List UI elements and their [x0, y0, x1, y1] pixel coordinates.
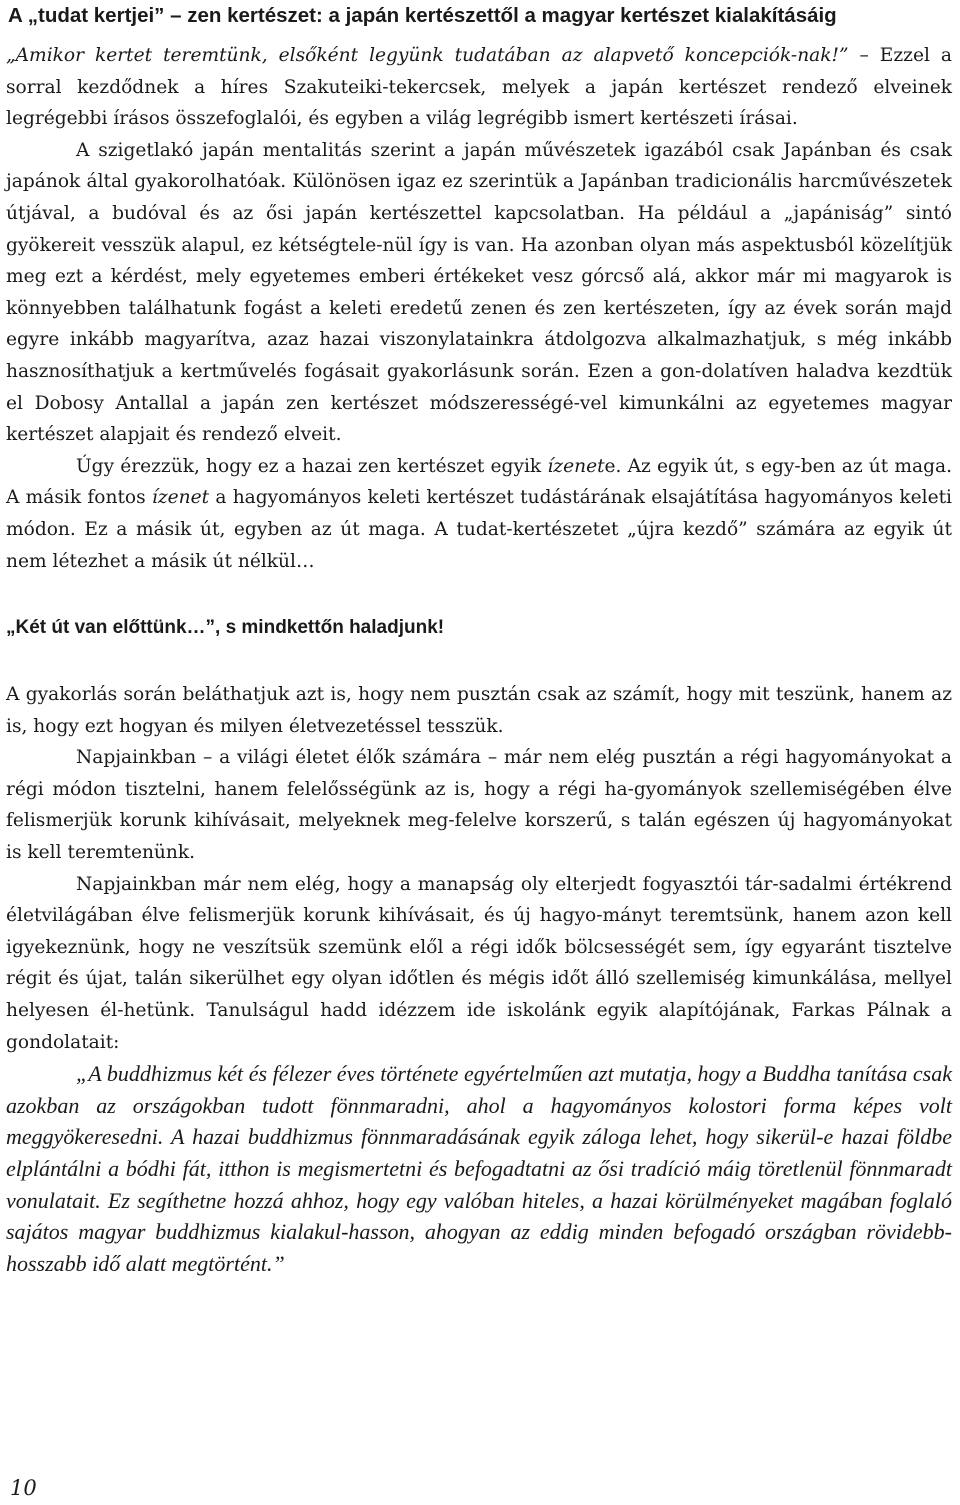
section-body: [6, 679, 952, 1279]
block-quote: [6, 1058, 952, 1279]
p3-emphasis-1: ízenet: [547, 455, 605, 477]
section-paragraph-2: Napjainkban – a világi életet élők számára – már nem elég pusztán a régi hagyományokat a régi módon tisztelni, hanem felelősségünk az is, hogy a régi ha-gyományok szellemiségében élve felismerjük korunk kihívásait, melyeknek meg-felelve korszerű, s talán egészen új hagyományokat is kell teremtenünk.: [6, 747, 952, 864]
intro-paragraph-3: [6, 451, 952, 577]
p3-text-b: e. Az egyik út, s egy-ben az út maga. A másik fontos: [6, 455, 952, 509]
page-header: A „tudat kertjei” – zen kertészet: a japán kertészettől a magyar kertészet kialakításáig: [8, 4, 837, 27]
intro-paragraph-1: [6, 40, 952, 135]
section-paragraph-1: A gyakorlás során beláthatjuk azt is, hogy nem pusztán csak az számít, hogy mit teszünk, hanem az is, hogy ezt hogyan és milyen életvezetéssel tesszük.: [6, 684, 952, 737]
block-quote-text: „A buddhizmus két és félezer éves története egyértelműen azt mutatja, hogy a Buddha tanítása csak azokban az országokban tudott fönnmaradni, ahol a hagyományos kolostori forma képes volt meggyökeresedni. A hazai buddhizmus fönnmaradásának egyik záloga lehet, hogy sikerül-e hazai földbe elplántálni a bódhi fát, itthon is megismertetni és befogadtatni az ősi tradíció máig töretlenül fönnmaradt vonulatait. Ez segíthetne hozzá ahhoz, hogy egy valóban hiteles, a hazai körülményeket magában foglaló sajátos magyar buddhizmus kialakul-hasson, ahogyan az eddig minden befogadó országban rövidebb-hosszabb idő alatt megtörtént.”: [6, 1061, 952, 1276]
p3-emphasis-2: ízenet: [151, 487, 210, 509]
intro-paragraph-1-text: – Ezzel a sorral kezdődnek a híres Szakuteiki-tekercsek, melyek a japán kertészet rendező elveinek legrégebbi írásos összefoglalói, és egyben a világ legrégibb ismert kertészeti írásai.: [6, 45, 953, 130]
page-number: 10: [10, 1476, 37, 1500]
p3-text-c: a hagyományos keleti kertészet tudástárának elsajátítása hagyományos keleti módon. Ez a másik út, egyben az út maga. A tudat-kertészetet „újra kezdő” számára az egyik út nem létezhet a másik út nélkül…: [6, 487, 952, 572]
section-heading: „Két út van előttünk…”, s mindkettőn haladjunk!: [6, 617, 445, 639]
section-paragraph-3: Napjainkban már nem elég, hogy a manapság oly elterjedt fogyasztói tár-sadalmi értékrend életvilágában élve felismerjük korunk kihívásait, és új hagyo-mányt teremtsünk, hanem azon kell igyekeznünk, hogy ne veszítsük szemünk elől a régi idők bölcsességét sem, így egyaránt tisztelve régit és újat, talán sikerülhet egy olyan időtlen és mégis időt álló szellemiség kimunkálása, mellyel helyesen él-hetünk. Tanulságul hadd idézzem ide iskolánk egyik alapítójának, Farkas Pálnak a gondolatait:: [6, 873, 952, 1053]
p3-text-a: Úgy érezzük, hogy ez a hazai zen kertészet egyik: [76, 455, 548, 477]
opening-quote: „Amikor kertet teremtünk, elsőként legyünk tudatában az alapvető koncepciók-nak!”: [6, 45, 849, 66]
intro-paragraph-2: A szigetlakó japán mentalitás szerint a japán művészetek igazából csak Japánban és csak japánok által gyakorolhatóak. Különösen igaz ez szerintük a Japánban tradicionális harcművészetek útjával, a budóval és az ősi japán kertészettel kapcsolatban. Ha például a „japániság” sintó gyökereit vesszük alapul, ez kétségtele-nül így is van. Ha azonban olyan más aspektusból közelítjük meg ezt a kérdést, mely egyetemes emberi értékeket vesz górcső alá, akkor már mi magyarok is könnyebben találhatunk fogást a keleti eredetű zenen és zen kertészeten, így az évek során majd egyre inkább magyarítva, azaz hazai viszonylatainkra átdolgozva alkalmazhatjuk, s még inkább hasznosíthatjuk a kertművelés fogásait gyakorlásunk során. Ezen a gon-dolatíven haladva kezdtük el Dobosy Antallal a japán zen kertészet módszerességé-vel kimunkálni az egyetemes magyar kertészet alapjait és rendező elveit.: [6, 139, 952, 446]
document-page: [6, 0, 952, 1279]
